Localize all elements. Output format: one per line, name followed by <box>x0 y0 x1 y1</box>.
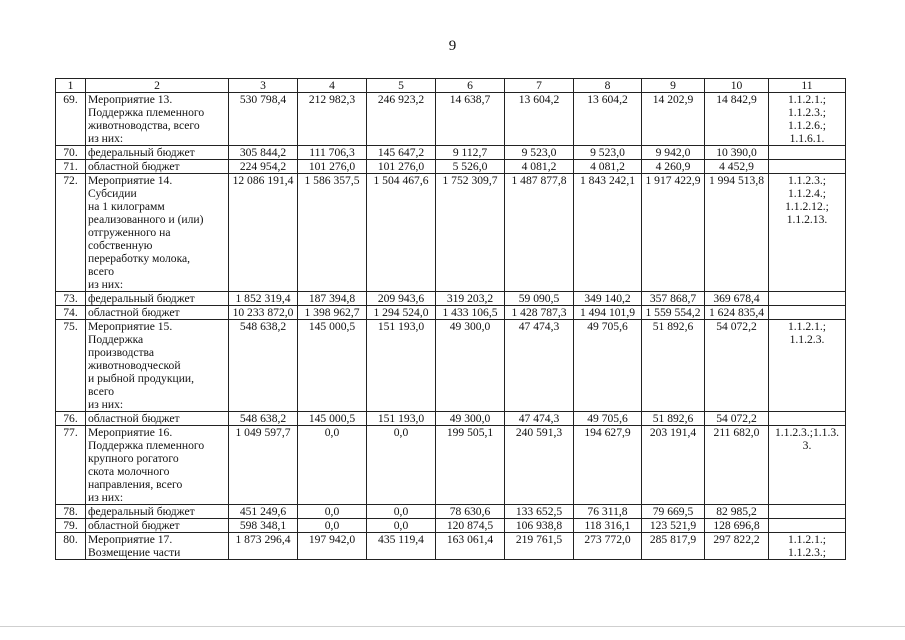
value-cell: 78 630,6 <box>436 505 505 519</box>
page-number: 9 <box>448 38 457 54</box>
value-cell: 451 249,6 <box>229 505 298 519</box>
column-header: 11 <box>769 79 846 93</box>
value-cell: 369 678,4 <box>705 292 769 306</box>
description-line: направления, всего <box>88 478 183 491</box>
description-line: Мероприятие 16. <box>88 426 173 439</box>
value-cell: 49 300,0 <box>436 320 505 412</box>
description-line: реализованного и (или) <box>88 213 204 226</box>
description-line: федеральный бюджет <box>88 292 195 305</box>
value-cell: 76 311,8 <box>574 505 642 519</box>
indicator-code: 1.1.2.3.; <box>787 106 826 119</box>
indicator-codes <box>769 426 846 505</box>
value-cell: 435 119,4 <box>367 533 436 560</box>
value-cell: 101 276,0 <box>298 160 367 174</box>
value-cell: 1 994 513,8 <box>705 174 769 292</box>
value-cell: 211 682,0 <box>705 426 769 505</box>
description-line: Мероприятие 14. <box>88 174 173 187</box>
value-cell: 0,0 <box>298 519 367 533</box>
value-cell: 4 081,2 <box>505 160 574 174</box>
indicator-code: 1.1.2.6.; <box>787 119 826 132</box>
value-cell: 1 294 524,0 <box>367 306 436 320</box>
value-cell: 145 000,5 <box>298 412 367 426</box>
value-cell: 357 868,7 <box>642 292 705 306</box>
table-row <box>56 533 846 560</box>
value-cell: 120 874,5 <box>436 519 505 533</box>
value-cell: 49 705,6 <box>574 412 642 426</box>
column-header: 8 <box>574 79 642 93</box>
description-line: отгруженного на <box>88 226 171 239</box>
description-line: областной бюджет <box>88 519 180 532</box>
row-number: 72. <box>56 174 86 292</box>
value-cell: 1 494 101,9 <box>574 306 642 320</box>
table-row <box>56 146 846 160</box>
description-line: скота молочного <box>88 465 170 478</box>
row-number: 77. <box>56 426 86 505</box>
description-line: областной бюджет <box>88 412 180 425</box>
value-cell: 1 428 787,3 <box>505 306 574 320</box>
description-line: Мероприятие 15. <box>88 320 173 333</box>
value-cell: 151 193,0 <box>367 412 436 426</box>
column-header: 1 <box>56 79 86 93</box>
table-row <box>56 519 846 533</box>
value-cell: 0,0 <box>367 426 436 505</box>
value-cell: 212 982,3 <box>298 93 367 146</box>
indicator-code: 1.1.2.3.; <box>787 546 826 559</box>
value-cell: 0,0 <box>367 519 436 533</box>
value-cell: 197 942,0 <box>298 533 367 560</box>
row-number: 69. <box>56 93 86 146</box>
indicator-code: 1.1.2.12.; <box>785 200 829 213</box>
value-cell: 4 260,9 <box>642 160 705 174</box>
value-cell: 47 474,3 <box>505 412 574 426</box>
description-line: животноводства, всего <box>88 119 200 132</box>
indicator-code: 1.1.2.4.; <box>787 187 826 200</box>
description-line: и рыбной продукции, <box>88 372 194 385</box>
value-cell: 1 487 877,8 <box>505 174 574 292</box>
indicator-code: 1.1.2.1.; <box>787 93 826 106</box>
description-line: из них: <box>88 398 124 411</box>
value-cell: 1 624 835,4 <box>705 306 769 320</box>
indicator-code: 1.1.2.3.; <box>787 174 826 187</box>
indicator-code: 1.1.2.3.;1.1.3. <box>774 426 840 439</box>
indicator-code: 1.1.6.1. <box>789 132 825 145</box>
description-line: Субсидии <box>88 187 137 200</box>
description-line: всего <box>88 385 115 398</box>
row-number: 80. <box>56 533 86 560</box>
value-cell: 548 638,2 <box>229 412 298 426</box>
description-line: областной бюджет <box>88 306 180 319</box>
description-line: из них: <box>88 278 124 291</box>
value-cell: 9 942,0 <box>642 146 705 160</box>
column-header: 7 <box>505 79 574 93</box>
value-cell: 49 705,6 <box>574 320 642 412</box>
value-cell: 1 504 467,6 <box>367 174 436 292</box>
value-cell: 13 604,2 <box>574 93 642 146</box>
value-cell: 297 822,2 <box>705 533 769 560</box>
description-line: животноводческой <box>88 359 181 372</box>
indicator-codes <box>769 93 846 146</box>
row-number: 79. <box>56 519 86 533</box>
value-cell: 123 521,9 <box>642 519 705 533</box>
value-cell: 82 985,2 <box>705 505 769 519</box>
value-cell: 1 433 106,5 <box>436 306 505 320</box>
row-description <box>86 519 229 533</box>
value-cell: 548 638,2 <box>229 320 298 412</box>
value-cell: 49 300,0 <box>436 412 505 426</box>
row-description <box>86 146 229 160</box>
value-cell: 530 798,4 <box>229 93 298 146</box>
indicator-codes <box>769 412 846 426</box>
value-cell: 51 892,6 <box>642 320 705 412</box>
indicator-code: 1.1.2.13. <box>786 213 828 226</box>
value-cell: 14 638,7 <box>436 93 505 146</box>
value-cell: 273 772,0 <box>574 533 642 560</box>
value-cell: 187 394,8 <box>298 292 367 306</box>
value-cell: 4 452,9 <box>705 160 769 174</box>
value-cell: 305 844,2 <box>229 146 298 160</box>
indicator-codes <box>769 160 846 174</box>
value-cell: 151 193,0 <box>367 320 436 412</box>
value-cell: 51 892,6 <box>642 412 705 426</box>
value-cell: 79 669,5 <box>642 505 705 519</box>
row-number: 73. <box>56 292 86 306</box>
description-line: на 1 килограмм <box>88 200 165 213</box>
row-description <box>86 412 229 426</box>
value-cell: 246 923,2 <box>367 93 436 146</box>
value-cell: 1 752 309,7 <box>436 174 505 292</box>
table-row <box>56 292 846 306</box>
indicator-codes <box>769 320 846 412</box>
value-cell: 14 842,9 <box>705 93 769 146</box>
table-row <box>56 306 846 320</box>
value-cell: 1 049 597,7 <box>229 426 298 505</box>
indicator-codes <box>769 174 846 292</box>
column-header: 5 <box>367 79 436 93</box>
row-number: 74. <box>56 306 86 320</box>
indicator-code: 1.1.2.3. <box>789 333 825 346</box>
value-cell: 240 591,3 <box>505 426 574 505</box>
description-line: Мероприятие 17. <box>88 533 173 546</box>
column-header: 3 <box>229 79 298 93</box>
description-line: Мероприятие 13. <box>88 93 173 106</box>
description-line: производства <box>88 346 155 359</box>
description-line: Поддержка племенного <box>88 106 205 119</box>
value-cell: 13 604,2 <box>505 93 574 146</box>
description-line: всего <box>88 265 115 278</box>
row-number: 75. <box>56 320 86 412</box>
row-description <box>86 306 229 320</box>
row-number: 76. <box>56 412 86 426</box>
value-cell: 59 090,5 <box>505 292 574 306</box>
table-row <box>56 160 846 174</box>
value-cell: 1 843 242,1 <box>574 174 642 292</box>
indicator-codes <box>769 505 846 519</box>
row-description <box>86 320 229 412</box>
value-cell: 219 761,5 <box>505 533 574 560</box>
value-cell: 1 398 962,7 <box>298 306 367 320</box>
indicator-code: 1.1.2.1.; <box>787 533 826 546</box>
value-cell: 1 586 357,5 <box>298 174 367 292</box>
row-number: 71. <box>56 160 86 174</box>
value-cell: 1 852 319,4 <box>229 292 298 306</box>
indicator-code: 1.1.2.1.; <box>787 320 826 333</box>
value-cell: 10 233 872,0 <box>229 306 298 320</box>
value-cell: 128 696,8 <box>705 519 769 533</box>
value-cell: 194 627,9 <box>574 426 642 505</box>
indicator-codes <box>769 519 846 533</box>
table-header-row <box>56 79 846 93</box>
value-cell: 12 086 191,4 <box>229 174 298 292</box>
description-line: собственную <box>88 239 153 252</box>
value-cell: 54 072,2 <box>705 320 769 412</box>
value-cell: 598 348,1 <box>229 519 298 533</box>
indicator-code: 3. <box>802 439 812 452</box>
table-row <box>56 412 846 426</box>
table-row <box>56 174 846 292</box>
description-line: Поддержка племенного <box>88 439 205 452</box>
budget-table <box>55 78 846 560</box>
indicator-codes <box>769 292 846 306</box>
description-line: крупного рогатого <box>88 452 179 465</box>
value-cell: 319 203,2 <box>436 292 505 306</box>
value-cell: 54 072,2 <box>705 412 769 426</box>
column-header: 9 <box>642 79 705 93</box>
value-cell: 133 652,5 <box>505 505 574 519</box>
value-cell: 145 000,5 <box>298 320 367 412</box>
value-cell: 9 523,0 <box>574 146 642 160</box>
table-row <box>56 426 846 505</box>
description-line: Возмещение части <box>88 546 181 559</box>
value-cell: 145 647,2 <box>367 146 436 160</box>
row-description <box>86 93 229 146</box>
value-cell: 0,0 <box>367 505 436 519</box>
value-cell: 224 954,2 <box>229 160 298 174</box>
column-header: 10 <box>705 79 769 93</box>
value-cell: 163 061,4 <box>436 533 505 560</box>
row-description <box>86 533 229 560</box>
value-cell: 5 526,0 <box>436 160 505 174</box>
row-number: 70. <box>56 146 86 160</box>
row-description <box>86 505 229 519</box>
value-cell: 1 917 422,9 <box>642 174 705 292</box>
value-cell: 199 505,1 <box>436 426 505 505</box>
value-cell: 10 390,0 <box>705 146 769 160</box>
row-description <box>86 292 229 306</box>
scan-edge-line <box>0 626 905 627</box>
row-description <box>86 426 229 505</box>
column-header: 4 <box>298 79 367 93</box>
description-line: областной бюджет <box>88 160 180 173</box>
description-line: из них: <box>88 132 124 145</box>
description-line: федеральный бюджет <box>88 146 195 159</box>
value-cell: 203 191,4 <box>642 426 705 505</box>
value-cell: 106 938,8 <box>505 519 574 533</box>
value-cell: 9 523,0 <box>505 146 574 160</box>
row-description <box>86 160 229 174</box>
value-cell: 118 316,1 <box>574 519 642 533</box>
value-cell: 349 140,2 <box>574 292 642 306</box>
table-row <box>56 320 846 412</box>
value-cell: 111 706,3 <box>298 146 367 160</box>
value-cell: 0,0 <box>298 505 367 519</box>
table-row <box>56 505 846 519</box>
indicator-codes <box>769 146 846 160</box>
table-row <box>56 93 846 146</box>
indicator-codes <box>769 533 846 560</box>
row-description <box>86 174 229 292</box>
indicator-codes <box>769 306 846 320</box>
value-cell: 9 112,7 <box>436 146 505 160</box>
value-cell: 14 202,9 <box>642 93 705 146</box>
description-line: переработку молока, <box>88 252 191 265</box>
value-cell: 1 559 554,2 <box>642 306 705 320</box>
description-line: федеральный бюджет <box>88 505 195 518</box>
description-line: из них: <box>88 491 124 504</box>
value-cell: 285 817,9 <box>642 533 705 560</box>
value-cell: 0,0 <box>298 426 367 505</box>
value-cell: 47 474,3 <box>505 320 574 412</box>
column-header: 6 <box>436 79 505 93</box>
table-body <box>56 79 846 560</box>
description-line: Поддержка <box>88 333 144 346</box>
column-header: 2 <box>86 79 229 93</box>
value-cell: 1 873 296,4 <box>229 533 298 560</box>
value-cell: 209 943,6 <box>367 292 436 306</box>
value-cell: 101 276,0 <box>367 160 436 174</box>
value-cell: 4 081,2 <box>574 160 642 174</box>
row-number: 78. <box>56 505 86 519</box>
